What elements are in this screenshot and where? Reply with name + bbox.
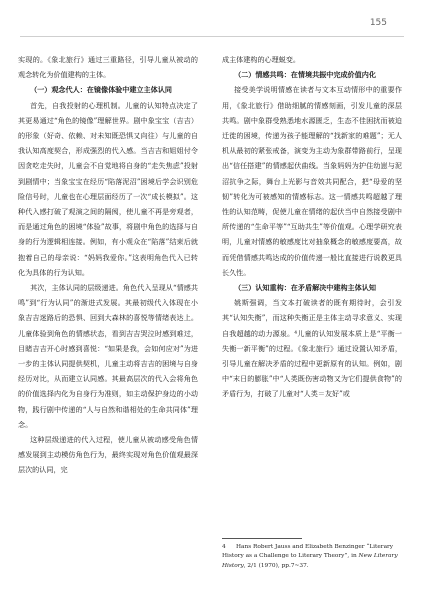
footnote-text: Hans Robert Jauss and Elizabeth Benzinger “Literary History as a Challenge to Literary Theory”, in xyxy=(222,544,394,560)
body-paragraph: 其次，主体认同的层级递进。角色代入呈现从“情感共鸣”到“行为认同”的渐进式发展。其最初级代入体现在小象吉吉迷路后的恐惧、回到大森林的喜悦等情绪表达上。儿童体验到角色的情感状态，看到吉吉哭泣时感到难过，目睹吉吉开心时感到喜悦：“如果是我，会如何应对”为进一步的主体认同提供契机，儿童主动将吉吉的困境与自身经历对比，从而建立认同感。其最高层次的代入会将角色的价值选择内化为自身行为准则，如主动保护身边的小动物，践行剧中传递的“人与自然和谐相处的生命共同体”理念。 xyxy=(18,283,198,429)
body-paragraph: 首先，自我投射的心理机制。儿童的认知特点决定了其更易通过“角色的镜像”理解世界。剧中象宝宝（吉吉）的形象（好奇、依赖、对未知既恐惧又向往）与儿童的自我认知高度契合，形成强烈的代入感。当吉吉和姐姐付令因贪吃走失时，儿童会不自觉地将自身的“走失焦虑”投射到剧情中；当象宝宝在经历“陷落泥沼”困境后学会识别危险信号时，儿童也在心理层面经历了一次“成长模拟”。这种代入感打破了观演之间的隔阂，使儿童不再是旁观者，而是通过角色的困境“体验”故事，将剧中角色的选择与自身的行为逻辑相连接。例如，有小观众在“陷落”结束后就抱着自己的母亲说：“妈妈我爱你。”这表明角色代入已转化为具体的行为认知。 xyxy=(18,100,198,277)
left-column xyxy=(18,52,198,478)
footnote-citation: , 2/1 (1970), pp.7~37. xyxy=(243,562,309,569)
section-heading-1: （一）观念代人：在镜像体验中建立主体认同 xyxy=(30,85,172,95)
body-paragraph: 接受美学说明情感在读者与文本互动情形中的重要作用，《象北旅行》借助细腻的情感刻画，引发儿童的深层共鸣。剧中象群受熟悉地水源匮乏，生态不佳困扰而被迫迁徙的困境，传递为孩子能理解的“找新家的难题”；无人机从最初的紧张戒备，演变为主动为象群带路前行，呈现出“信任搭建”的情感起伏曲线。当象妈妈为护住幼崽与泥沼抗争之际，舞台上光影与音效共同配合，把“母爱的坚韧”转化为可被感知的情感标志。这一情感共鸣超越了理性的认知范畴，促使儿童在情绪的起伏当中自然接受剧中所传递的“生命平等”“互助共生”等价值观。心理学研究表明，儿童对情感的敏感度比对抽象概念的敏感度要高，故而凭借情感共鸣达成的价值传递一般比直接进行说教更具长久性。 xyxy=(222,85,402,277)
right-column xyxy=(222,52,402,402)
body-paragraph: 姚斯强调，当文本打破读者的既有期待时，会引发其“认知失衡”，而这种失衡正是主体主动寻求意义、实现自我超越的动力源泉。⁴儿童的认知发展本质上是“平衡一失衡一新平衡”的过程。《象北旅行》通过设置认知矛盾，引导儿童在解决矛盾的过程中更新原有的认知。例如，剧中“末日的膨胀”中“人类既伤害动物又为它们提供食物”的矛盾行为，打破了儿童对“人类＝友好”或 xyxy=(222,298,402,399)
footnote-rule xyxy=(222,538,302,539)
body-paragraph: 这种层级递进的代入过程，使儿童从被动感受角色情感发展到主动模仿角色行为，最终实现对角色价值观最深层次的认同，完 xyxy=(18,435,198,475)
page-number: 155 xyxy=(369,18,387,28)
section-heading-2: （二）情感共鸣：在情境共振中完成价值内化 xyxy=(234,70,376,80)
body-paragraph: 成主体建构的心理蜕变。 xyxy=(222,55,301,64)
body-paragraph: 实现的。《象北旅行》通过三重路径，引导儿童从被动的观念转化为价值建构的主体。 xyxy=(18,55,198,80)
footnote xyxy=(222,543,404,571)
footnote-number: 4 xyxy=(222,544,226,550)
section-heading-3: （三）认知重构：在矛盾解决中建构主体认知 xyxy=(234,283,376,293)
header-rule xyxy=(20,36,404,37)
footnote-journal: New Literary History xyxy=(222,553,398,569)
